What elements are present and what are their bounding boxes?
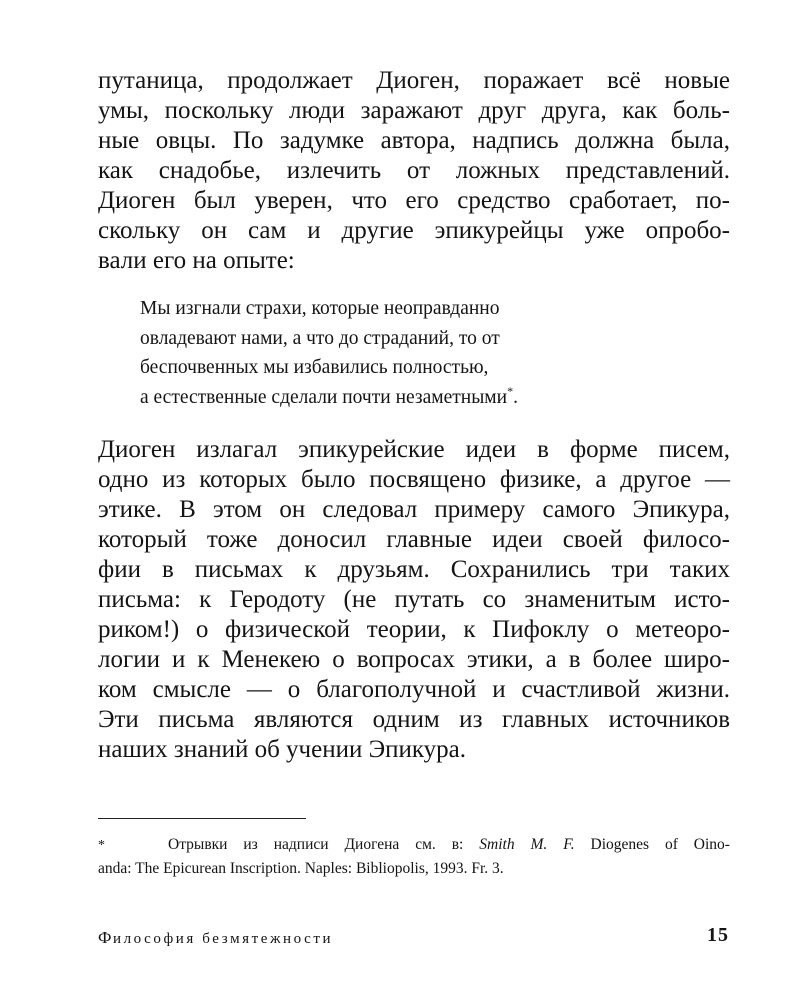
footnote [98,833,730,881]
quote-line: овладевают нами, а что до страданий, то от [140,327,500,349]
quote-line-last [140,383,700,413]
footnote-marker: * [98,838,105,853]
text-line: фии в письмах к друзьям. Сохранились три таких [98,556,730,583]
text-line: ные овцы. По задумке автора, надпись должна была, [98,127,730,154]
quote-line: Мы изгнали страхи, которые неоправданно [140,298,500,319]
footnote-prefix: Отрывки из надписи Диогена см. в: [168,836,480,853]
text-line: ком смысле — о благополучной и счастливой жизни. [98,676,730,703]
text-line: скольку он сам и другие эпикурейцы уже опробо- [98,217,730,244]
paragraph-2 [98,435,730,765]
footnote-divider [98,818,306,819]
footnote-reference[interactable]: * [507,383,514,398]
text-line: умы, поскольку люди заражают друг друга, как боль- [98,97,730,124]
running-head-text: илософия безмятежности [112,931,334,947]
text-line: одно из которых было посвящено физике, а другое — [98,466,730,493]
paragraph-1 [98,66,730,276]
text-line: наших знаний об учении Эпикура. [98,736,467,763]
footnote-line [98,833,730,857]
footnote-line: anda: The Epicurean Inscription. Naples: Bibliopolis, 1993. Fr. 3. [98,860,504,877]
footnote-title: Diogenes of Oino- [574,836,730,853]
text-line: риком!) о физической теории, к Пифоклу о метеоро- [98,616,730,643]
running-head [98,928,333,948]
footnote-author: Smith M. F. [479,836,575,853]
quote-line: беспочвенных мы избавились полностью, [140,357,489,378]
block-quote [140,294,700,412]
text-line: письма: к Геродоту (не путать со знаменитым исто- [98,586,730,613]
page-number: 15 [707,924,729,946]
running-head-initial: Ф [98,928,113,947]
text-line: Эти письма являются одним из главных источников [98,706,730,733]
page-body [98,66,730,765]
quote-end-punct: . [513,386,518,408]
text-line: этике. В этом он следовал примеру самого Эпикура, [98,496,730,523]
text-line: как снадобье, излечить от ложных представлений. [98,157,730,184]
text-line: Диоген излагал эпикурейские идеи в форме писем, [98,436,730,463]
text-line: Диоген был уверен, что его средство сработает, по- [98,187,730,214]
text-line: логии и к Менекею о вопросах этики, а в более широ- [98,646,730,673]
text-line: который тоже доносил главные идеи своей филосо- [98,526,730,553]
text-line: вали его на опыте: [98,247,295,274]
quote-line-text: а естественные сделали почти незаметными [140,386,508,408]
text-line: путаница, продолжает Диоген, поражает всё новые [98,67,730,94]
